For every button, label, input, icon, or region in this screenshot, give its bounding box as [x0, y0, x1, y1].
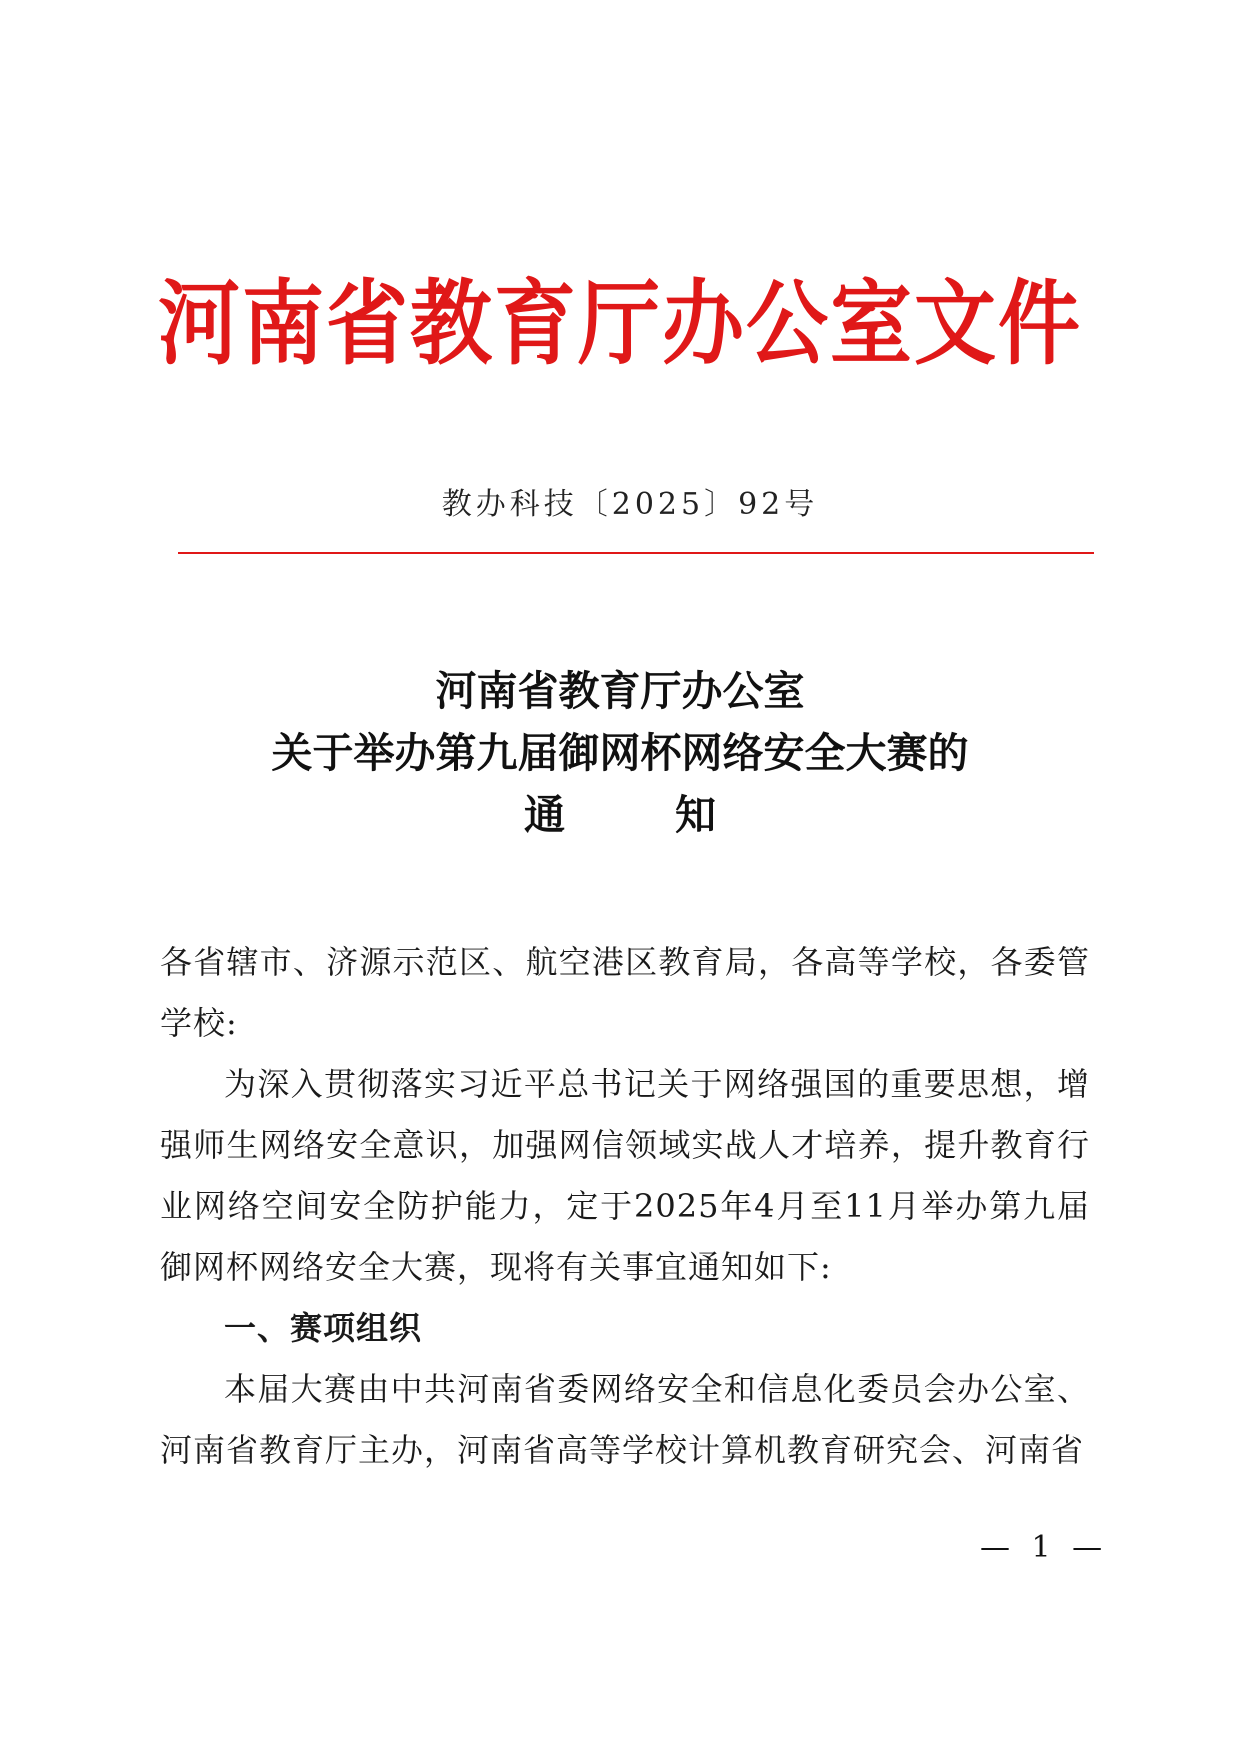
- addressees-paragraph: 各省辖市、济源示范区、航空港区教育局，各高等学校，各委管学校:: [160, 943, 1090, 1042]
- title-notice-char-1: 通: [524, 791, 565, 839]
- intro-paragraph: 为深入贯彻落实习近平总书记关于网络强国的重要思想，增强师生网络安全意识，加强网信领域实战人才培养，提升教育行业网络空间安全防护能力，定于2025年4月至11月举办第九届御网杯网络安全大赛，现将有关事宜通知如下:: [160, 1065, 1090, 1286]
- document-body: [160, 932, 1090, 1481]
- section-heading: 一、赛项组织: [224, 1309, 423, 1347]
- page-number: — 1 —: [980, 1530, 1109, 1565]
- organization-paragraph: 本届大赛由中共河南省委网络安全和信息化委员会办公室、河南省教育厅主办，河南省高等学校计算机教育研究会、河南省: [160, 1370, 1090, 1469]
- title-line-3: [0, 784, 1240, 846]
- red-separator-rule: [178, 552, 1094, 554]
- title-line-2: 关于举办第九届御网杯网络安全大赛的: [271, 729, 969, 777]
- document-number: 教办科技〔2025〕92号: [441, 487, 819, 522]
- document-title: [0, 660, 1240, 846]
- issuer-banner: 河南省教育厅办公室文件: [157, 270, 1082, 378]
- title-notice-char-2: 知: [675, 791, 716, 839]
- title-line-1: 河南省教育厅办公室: [435, 667, 805, 715]
